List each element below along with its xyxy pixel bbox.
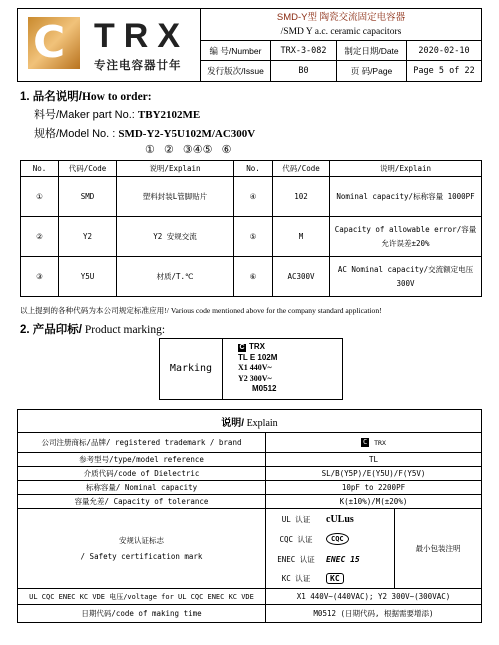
marking-line: TRX: [249, 342, 265, 351]
table-row: [18, 495, 482, 509]
explain-title: [18, 410, 482, 433]
row-label: 容量允差/ Capacity of tolerance: [18, 495, 266, 509]
title-en: /SMD Y a.c. ceramic capacitors: [280, 27, 402, 37]
marking-line: Y2 300V~: [238, 373, 272, 383]
trx-logo-icon: C: [239, 344, 245, 351]
cert-label: UL 认证: [281, 514, 311, 524]
section2-heading-en: Product marking:: [81, 324, 166, 336]
trx-logo-icon: C: [363, 438, 368, 447]
cert-label: ENEC 认证: [277, 554, 315, 564]
cert-ul: [266, 509, 394, 529]
cert-label: CQC 认证: [279, 534, 313, 544]
cell: 材质/T.℃: [117, 257, 234, 297]
trademark-value: TRX: [374, 438, 386, 447]
table-row: [18, 453, 482, 467]
marking-line: TL E 102M: [238, 352, 278, 362]
cell: AC Nominal capacity/交流额定电压 300V: [330, 257, 482, 297]
model-number-line: [34, 125, 255, 141]
cell: ⑥: [234, 257, 273, 297]
doc-number-label: 编 号/Number: [201, 41, 271, 61]
model-number-label: 规格/Model No. :: [34, 128, 119, 140]
header-code-2: 代码/Code: [273, 161, 330, 177]
cell: Y5U: [59, 257, 117, 297]
cert-cqc: [266, 529, 394, 549]
cert-kc: [266, 569, 394, 588]
section2-heading: [20, 321, 165, 337]
ul-mark-icon: cULus: [326, 513, 354, 525]
explain-title-cn: 说明/: [221, 417, 245, 429]
company-logo: [18, 9, 201, 81]
safety-label-en: / Safety certification mark: [80, 551, 203, 561]
cell: ③: [21, 257, 59, 297]
row-value: 10pF to 2200PF: [266, 481, 482, 495]
page-value: Page 5 of 22: [413, 66, 475, 76]
standard-note: 以上提到的各种代码为本公司规定标准应用!/ Various code mentioned above for the company standard application!: [20, 306, 382, 315]
row-value: TL: [266, 453, 482, 467]
row-label: 标称容量/ Nominal capacity: [18, 481, 266, 495]
logo-c-icon: C: [33, 17, 66, 68]
issue-label: 发行版次/Issue: [201, 61, 271, 81]
cell: ①: [21, 177, 59, 217]
marker-6: ⑥: [221, 144, 232, 156]
cert-enec: [266, 549, 394, 569]
marker-4: ④: [192, 144, 203, 156]
cell: 塑料封装L管脚贴片: [117, 177, 234, 217]
package-note: 最小包装注明: [395, 509, 482, 589]
code-table-header: [21, 161, 482, 177]
marking-label: Marking: [160, 339, 223, 399]
row-value: [266, 433, 482, 453]
cert-label: KC 认证: [281, 574, 311, 583]
enec-mark-icon: ENEC 15: [326, 554, 360, 564]
table-row: [21, 177, 482, 217]
safety-row: [18, 509, 482, 589]
cell: M: [273, 217, 330, 257]
row-value: K(±10%)/M(±20%): [266, 495, 482, 509]
marking-print: [238, 342, 342, 395]
date-value: 2020-02-10: [407, 41, 481, 61]
cell: AC300V: [273, 257, 330, 297]
marker-1: ①: [145, 144, 155, 156]
marker-3: ③: [182, 144, 193, 156]
marking-line: M0512: [252, 384, 277, 393]
table-row: [18, 467, 482, 481]
safety-label: [18, 509, 266, 589]
marking-logo-line: [238, 342, 342, 353]
marking-box: [159, 338, 343, 400]
table-row: [18, 589, 482, 605]
table-row: [18, 605, 482, 623]
code-table: [20, 160, 482, 297]
part-number-label: 料号/Maker part No.:: [34, 109, 138, 121]
cell: ⑤: [234, 217, 273, 257]
model-number-value: SMD-Y2-Y5U102M/AC300V: [118, 128, 256, 140]
part-number-line: [34, 106, 200, 122]
date-label: 制定日期/Date: [337, 41, 407, 61]
row-label: 公司注册商标/品牌/ registered trademark / brand: [18, 433, 266, 453]
cell: ④: [234, 177, 273, 217]
cell: Capacity of allowable error/容量允许误差±20%: [330, 217, 482, 257]
header-code-1: 代码/Code: [59, 161, 117, 177]
date-code-value: M0512 (日期代码, 根据需要增添): [266, 605, 482, 623]
marking-line: X1 440V~: [238, 363, 272, 372]
section2-heading-cn: 2. 产品印标/: [20, 324, 82, 336]
row-value: SL/B(Y5P)/E(Y5U)/F(Y5V): [266, 467, 482, 481]
marker-2: ②: [163, 144, 174, 156]
doc-number: TRX-3-082: [271, 41, 337, 61]
cell: Y2: [59, 217, 117, 257]
explain-table: [17, 409, 482, 623]
voltage-value: X1 440V~(440VAC); Y2 300V~(300VAC): [266, 589, 482, 605]
voltage-label: UL CQC ENEC KC VDE 电压/voltage for UL CQC ENEC KC VDE: [18, 589, 266, 605]
section1-heading-en: How to order:: [81, 91, 152, 103]
table-row: [18, 433, 482, 453]
model-code-markers: [145, 143, 231, 156]
table-row: [18, 481, 482, 495]
logo-text: TRX: [94, 17, 189, 55]
document-header: [17, 8, 482, 82]
header-no-2: No.: [234, 161, 273, 177]
title-cn: SMD-Y型 陶瓷交流固定电容器: [276, 12, 406, 23]
part-number-value: TBY2102ME: [137, 109, 201, 121]
cell: ②: [21, 217, 59, 257]
cqc-mark-icon: CQC: [326, 533, 349, 545]
date-code-label: 日期代码/code of making time: [18, 605, 266, 623]
row-label: 参考型号/type/model reference: [18, 453, 266, 467]
cert-list: [266, 509, 395, 589]
header-explain-2: 说明/Explain: [330, 161, 482, 177]
page-label: 页 码/Page: [337, 61, 407, 81]
section1-heading: [20, 88, 152, 104]
explain-title-row: [18, 410, 482, 433]
cell: SMD: [59, 177, 117, 217]
header-explain-1: 说明/Explain: [117, 161, 234, 177]
cell: Y2 安规交流: [117, 217, 234, 257]
marker-5: ⑤: [202, 144, 213, 156]
table-row: [21, 217, 482, 257]
header-no-1: No.: [21, 161, 59, 177]
issue-value: B0: [271, 61, 337, 81]
header-title: [201, 9, 481, 41]
cell: 102: [273, 177, 330, 217]
row-label: 介质代码/code of Dielectric: [18, 467, 266, 481]
cell: Nominal capacity/标称容量 1000PF: [330, 177, 482, 217]
kc-mark-icon: KC: [326, 573, 344, 584]
table-row: [21, 257, 482, 297]
explain-title-en: Explain: [244, 417, 278, 429]
logo-subtitle: 专注电容器廿年: [94, 60, 182, 72]
section1-heading-cn: 1. 品名说明/: [20, 91, 82, 103]
safety-label-cn: 安规认证标志: [119, 535, 164, 545]
